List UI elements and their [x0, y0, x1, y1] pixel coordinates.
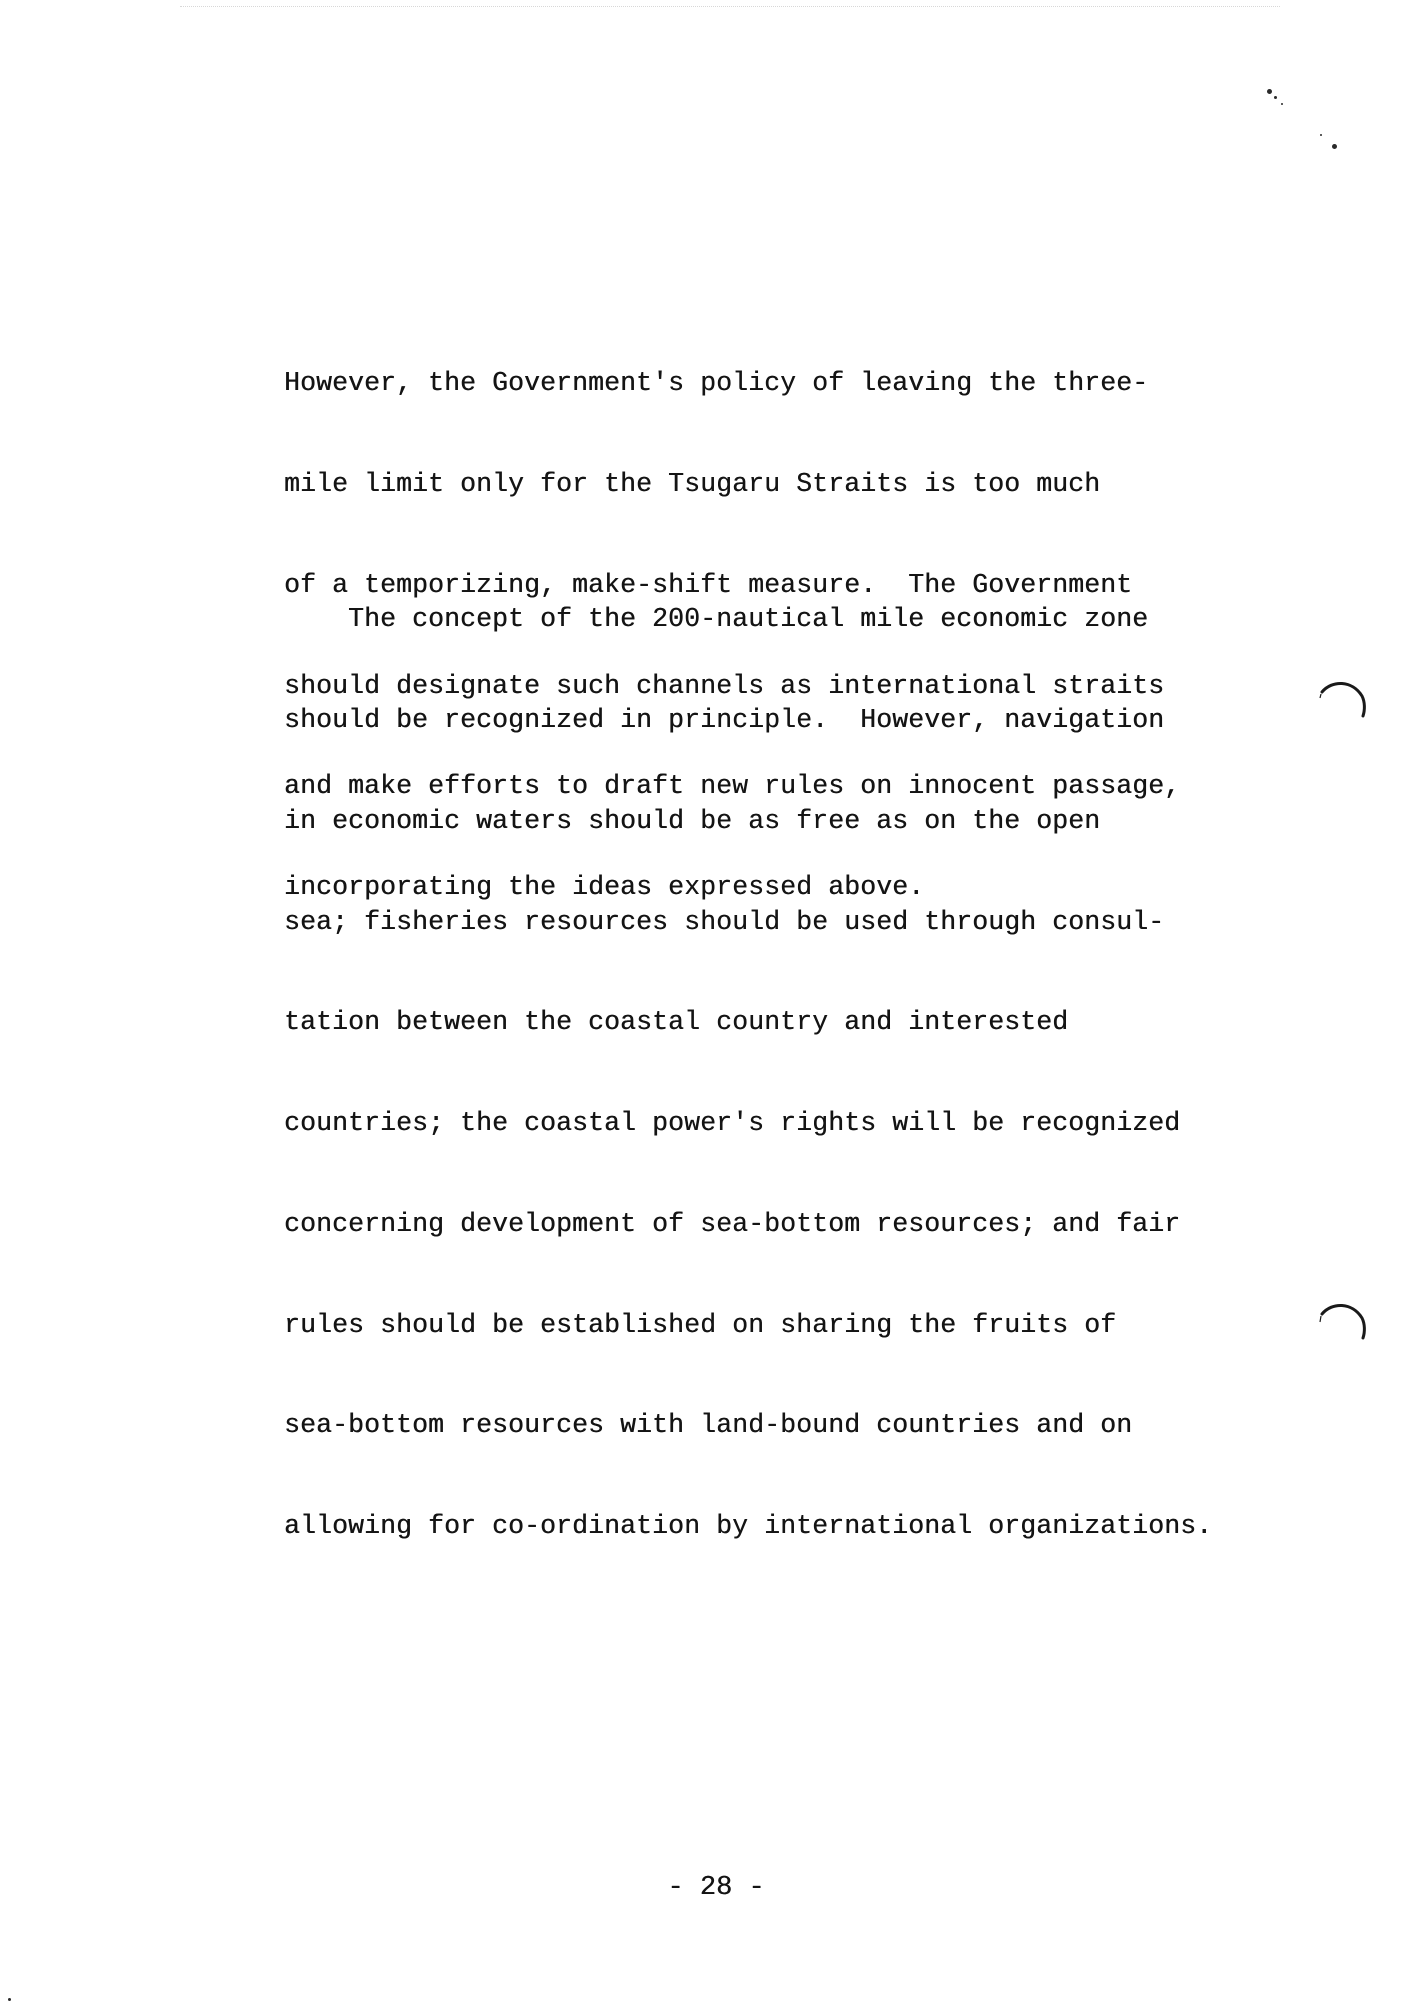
text-line: The concept of the 200-nautical mile economic zone [284, 604, 1149, 635]
text-line: of a temporizing, make-shift measure. The Government [284, 569, 1133, 600]
text-line: and make efforts to draft new rules on innocent passage, [284, 771, 1181, 802]
text-line: However, the Government's policy of leaving the three- [284, 368, 1149, 399]
scan-edge-noise [180, 6, 1280, 11]
text-line: tation between the coastal country and interested [284, 1007, 1069, 1038]
text-line: mile limit only for the Tsugaru Straits is too much [284, 468, 1101, 499]
scan-speck [8, 1998, 11, 2001]
text-line: rules should be established on sharing the fruits of [284, 1309, 1117, 1340]
text-line: should be recognized in principle. However, navigation [284, 704, 1165, 735]
scan-speck [1267, 89, 1272, 94]
scan-speck [1274, 96, 1277, 99]
text-line: should designate such channels as international straits [284, 670, 1165, 701]
text-line: in economic waters should be as free as on the open [284, 805, 1101, 836]
punch-hole-mark-icon [1318, 678, 1368, 730]
text-line: countries; the coastal power's rights will be recognized [284, 1108, 1181, 1139]
scan-speck [1281, 103, 1283, 105]
page-number: - 28 - [667, 1873, 765, 1903]
paragraph-2 [284, 536, 1212, 1611]
text-line: sea; fisheries resources should be used through consul- [284, 906, 1165, 937]
text-line: concerning development of sea-bottom resources; and fair [284, 1208, 1181, 1239]
scan-speck [1332, 144, 1337, 149]
text-line: allowing for co-ordination by international organizations. [284, 1511, 1213, 1542]
text-line: sea-bottom resources with land-bound countries and on [284, 1410, 1133, 1441]
punch-hole-mark-icon [1318, 1300, 1368, 1352]
scan-speck [1320, 134, 1322, 136]
text-line: incorporating the ideas expressed above. [284, 872, 925, 903]
